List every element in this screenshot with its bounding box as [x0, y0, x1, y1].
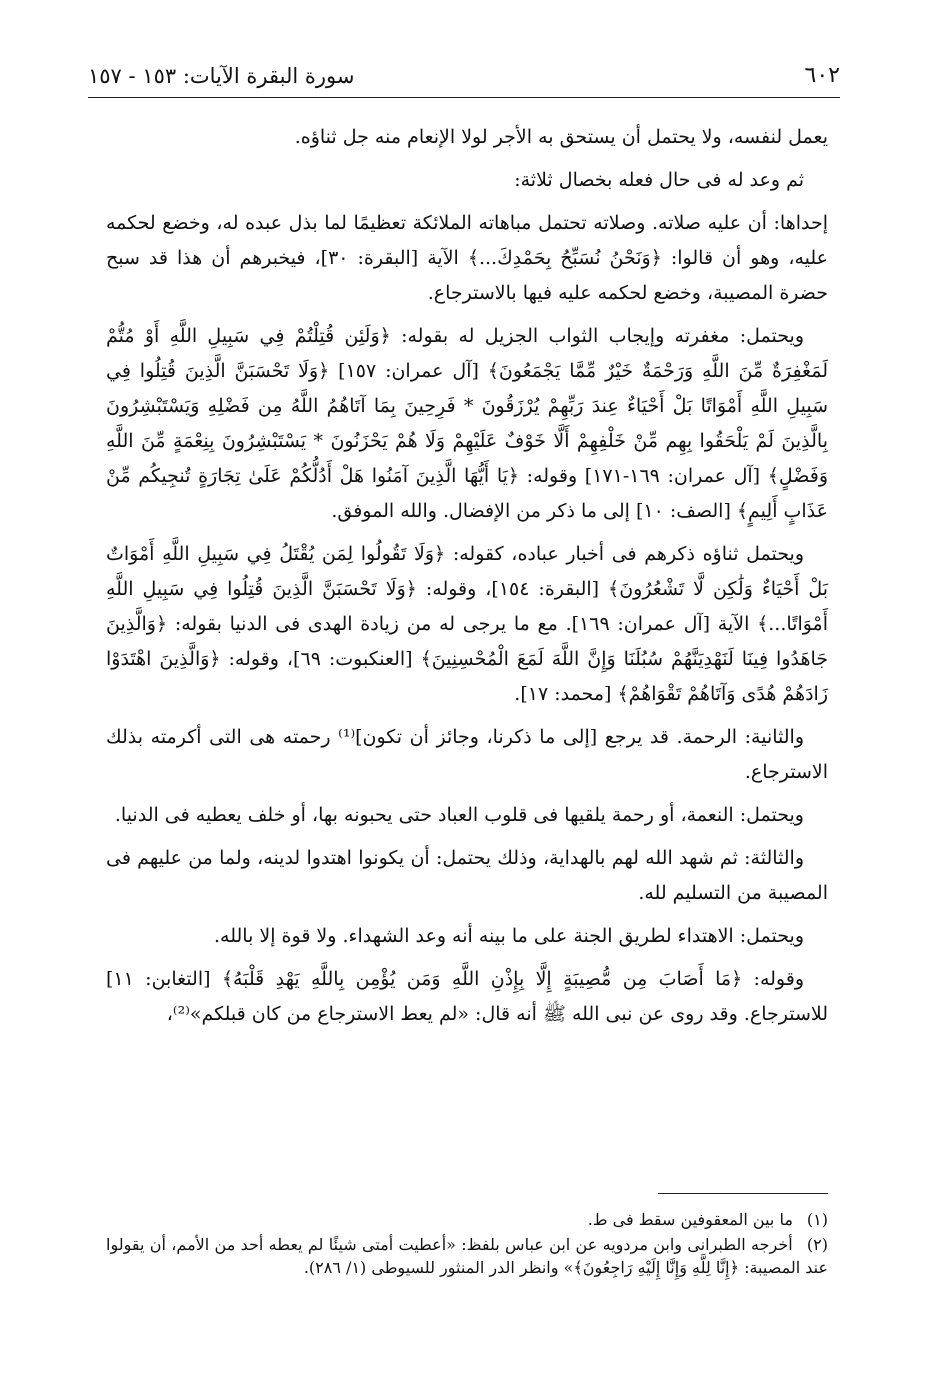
- paragraph: يعمل لنفسه، ولا يحتمل أن يستحق به الأجر لولا الإنعام منه جل ثناؤه.: [294, 126, 828, 148]
- footnote-rule: [658, 1193, 828, 1194]
- header-rule: [88, 97, 840, 98]
- paragraph: ويحتمل ثناؤه ذكرهم فى أخبار عباده، كقوله: ﴿وَلَا تَقُولُوا لِمَن يُقْتَلُ فِي سَبِيلِ اللَّهِ أَمْوَاتٌ بَلْ أَحْيَاءٌ وَلَٰكِن لَّا تَشْعُرُونَ﴾ [البقرة: ١٥٤]، وقوله: ﴿وَلَا تَحْسَبَنَّ الَّذِينَ قُتِلُوا فِي سَبِيلِ اللَّهِ أَمْوَاتًا...﴾ الآية [آل عمران: ١٦٩]. مع ما يرجى له من زيادة الهدى فى الدنيا بقوله: ﴿وَالَّذِينَ جَاهَدُوا فِينَا لَنَهْدِيَنَّهُمْ سُبُلَنَا وَإِنَّ اللَّهَ لَمَعَ الْمُحْسِنِينَ﴾ [العنكبوت: ٦٩]، وقوله: ﴿وَالَّذِينَ اهْتَدَوْا زَادَهُمْ هُدًى وَآتَاهُمْ تَقْوَاهُمْ﴾ [محمد: ١٧].: [106, 543, 829, 705]
- paragraph: والثالثة: ثم شهد الله لهم بالهداية، وذلك يحتمل: أن يكونوا اهتدوا لدينه، ولما من عليهم فى المصيبة من التسليم لله.: [106, 847, 828, 904]
- paragraph: ويحتمل: مغفرته وإيجاب الثواب الجزيل له بقوله: ﴿وَلَئِن قُتِلْتُمْ فِي سَبِيلِ اللَّهِ أَوْ مُتُّمْ لَمَغْفِرَةٌ مِّنَ اللَّهِ وَرَحْمَةٌ خَيْرٌ مِّمَّا يَجْمَعُونَ﴾ [آل عمران: ١٥٧] ﴿وَلَا تَحْسَبَنَّ الَّذِينَ قُتِلُوا فِي سَبِيلِ اللَّهِ أَمْوَاتًا بَلْ أَحْيَاءٌ عِندَ رَبِّهِمْ يُرْزَقُونَ * فَرِحِينَ بِمَا آتَاهُمُ اللَّهُ مِن فَضْلِهِ وَيَسْتَبْشِرُونَ بِالَّذِينَ لَمْ يَلْحَقُوا بِهِم مِّنْ خَلْفِهِمْ أَلَّا خَوْفٌ عَلَيْهِمْ وَلَا هُمْ يَحْزَنُونَ * يَسْتَبْشِرُونَ بِنِعْمَةٍ مِّنَ اللَّهِ وَفَضْلٍ﴾ [آل عمران: ١٦٩-١٧١] وقوله: ﴿يَا أَيُّهَا الَّذِينَ آمَنُوا هَلْ أَدُلُّكُمْ عَلَىٰ تِجَارَةٍ تُنجِيكُم مِّنْ عَذَابٍ أَلِيمٍ﴾ [الصف: ١٠] إلى ما ذكر من الإفضال. والله الموفق.: [106, 325, 828, 522]
- page-number: ٦٠٢: [804, 63, 840, 88]
- main-text: [106, 120, 828, 1040]
- footnote-text: أخرجه الطبرانى وابن مردويه عن ابن عباس بلفظ: «أعطيت أمتى شيئًا لم يعطه أحد من الأمم، أن يقولوا عند المصيبة: ﴿إِنَّا لِلَّهِ وَإِنَّا إِلَيْهِ رَاجِعُونَ﴾» وانظر الدر المنثور للسيوطى (١/ ٢٨٦).: [106, 1235, 828, 1277]
- footnotes: [106, 1208, 828, 1281]
- paragraph: والثانية: الرحمة. قد يرجع [إلى ما ذكرنا، وجائز أن تكون]⁽¹⁾ رحمته هى التى أكرمته بذلك الاسترجاع.: [106, 726, 828, 783]
- paragraph: ثم وعد له فى حال فعله بخصال ثلاثة:: [514, 169, 804, 191]
- footnote-number: (١): [806, 1210, 828, 1229]
- footnote: [106, 1208, 828, 1231]
- footnote: [106, 1233, 828, 1279]
- paragraph: وقوله: ﴿مَا أَصَابَ مِن مُّصِيبَةٍ إِلَّا بِإِذْنِ اللَّهِ وَمَن يُؤْمِن بِاللَّهِ يَهْدِ قَلْبَهُ﴾ [التغابن: ١١] للاسترجاع. وقد روى عن نبى الله ﷺ أنه قال: «لم يعط الاسترجاع من كان قبلكم»⁽²⁾،: [106, 968, 828, 1025]
- chapter-title: سورة البقرة الآيات: ١٥٣ - ١٥٧: [88, 64, 355, 88]
- paragraph: ويحتمل: الاهتداء لطريق الجنة على ما بينه أنه وعد الشهداء. ولا قوة إلا بالله.: [213, 925, 804, 947]
- paragraph: إحداها: أن عليه صلاته. وصلاته تحتمل مباهاته الملائكة تعظيمًا لما بذل عبده له، وخضع لحكمه عليه، وهو أن قالوا: ﴿وَنَحْنُ نُسَبِّحُ بِحَمْدِكَ...﴾ الآية [البقرة: ٣٠]، فيخبرهم أن هذا قد سبح حضرة المصيبة، وخضع لحكمه عليه فيها بالاسترجاع.: [106, 212, 829, 304]
- footnote-number: (٢): [806, 1235, 829, 1254]
- running-header: [88, 58, 840, 94]
- footnote-text: ما بين المعقوفين سقط فى ط.: [587, 1210, 793, 1229]
- paragraph: ويحتمل: النعمة، أو رحمة يلقيها فى قلوب العباد حتى يحبونه بها، أو خلف يعطيه فى الدنيا.: [114, 804, 804, 826]
